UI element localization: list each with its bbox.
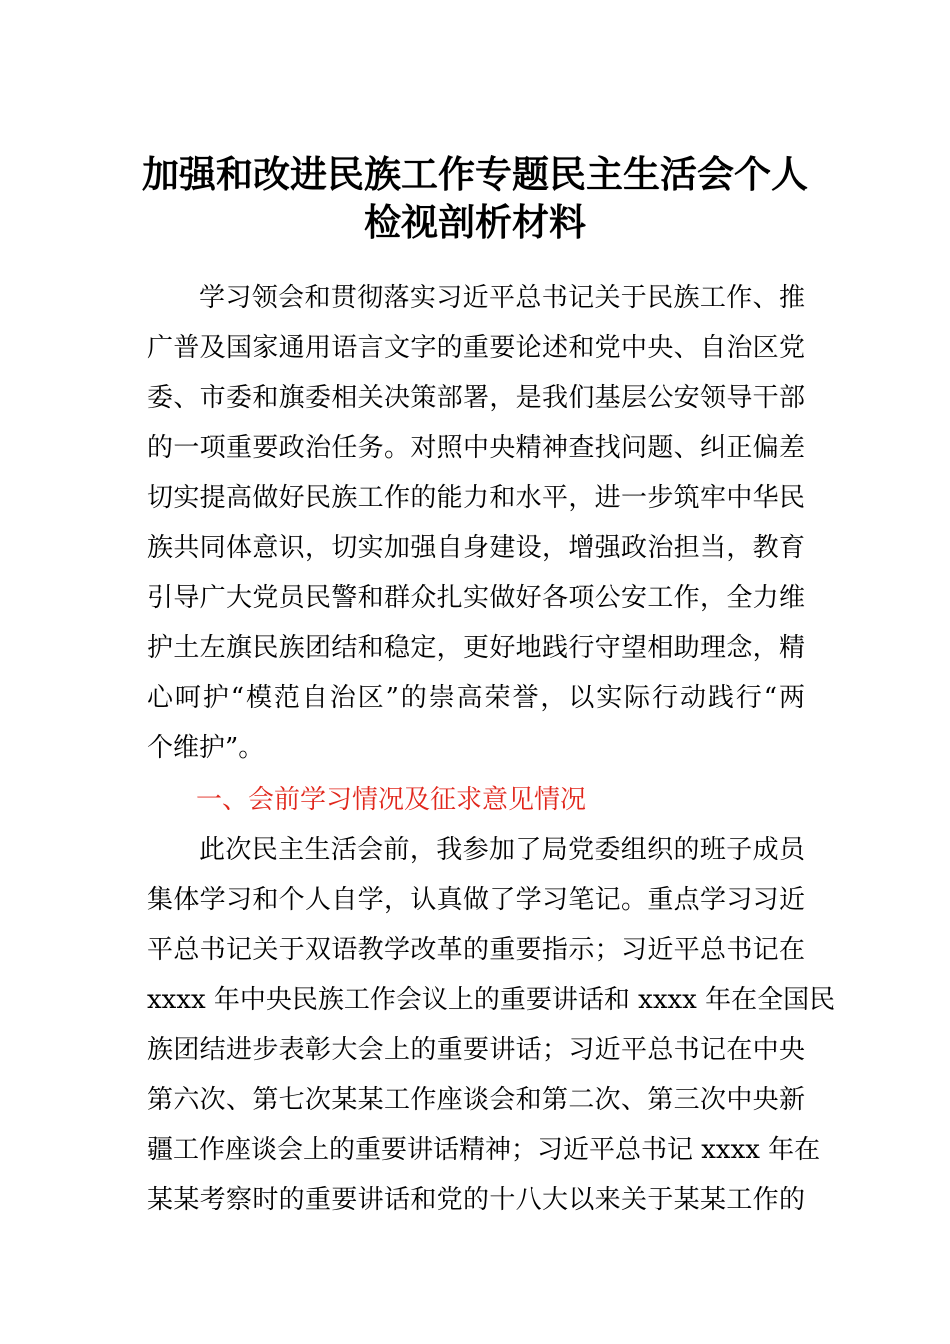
document-title-line-2: 检视剖析材料 <box>364 200 586 244</box>
paragraph-1-line: 个维护”。 <box>147 733 265 763</box>
paragraph-1-line: 切实提高做好民族工作的能力和水平，进一步筑牢中华民 <box>147 483 805 513</box>
paragraph-2-line: 第六次、第七次某某工作座谈会和第二次、第三次中央新 <box>147 1085 805 1115</box>
paragraph-2-line: 此次民主生活会前，我参加了局党委组织的班子成员 <box>199 835 805 865</box>
paragraph-1-line: 护土左旗民族团结和稳定，更好地践行守望相助理念，精 <box>147 633 805 663</box>
paragraph-1-line: 广普及国家通用语言文字的重要论述和党中央、自治区党 <box>147 333 805 363</box>
document-title-line-1: 加强和改进民族工作专题民主生活会个人 <box>142 152 808 196</box>
paragraph-1-line: 委、市委和旗委相关决策部署，是我们基层公安领导干部 <box>147 383 805 413</box>
paragraph-1-line: 族共同体意识，切实加强自身建设，增强政治担当，教育 <box>147 533 805 563</box>
paragraph-1-line: 引导广大党员民警和群众扎实做好各项公安工作，全力维 <box>147 583 805 613</box>
paragraph-2-line: 族团结进步表彰大会上的重要讲话；习近平总书记在中央 <box>147 1035 805 1065</box>
section-heading: 一、会前学习情况及征求意见情况 <box>196 785 587 815</box>
paragraph-2-line: 疆工作座谈会上的重要讲话精神；习近平总书记 xxxx 年在 <box>147 1135 821 1165</box>
paragraph-2-line: xxxx 年中央民族工作会议上的重要讲话和 xxxx 年在全国民 <box>147 985 836 1015</box>
paragraph-1-line: 学习领会和贯彻落实习近平总书记关于民族工作、推 <box>199 283 805 313</box>
paragraph-2-line: 平总书记关于双语教学改革的重要指示；习近平总书记在 <box>147 935 805 965</box>
paragraph-2-line: 某某考察时的重要讲话和党的十八大以来关于某某工作的 <box>147 1185 805 1215</box>
paragraph-2-line: 集体学习和个人自学，认真做了学习笔记。重点学习习近 <box>147 885 805 915</box>
paragraph-1-line: 心呵护“模范自治区”的崇高荣誉，以实际行动践行“两 <box>147 683 805 713</box>
paragraph-1-line: 的一项重要政治任务。对照中央精神查找问题、纠正偏差 <box>147 433 805 463</box>
